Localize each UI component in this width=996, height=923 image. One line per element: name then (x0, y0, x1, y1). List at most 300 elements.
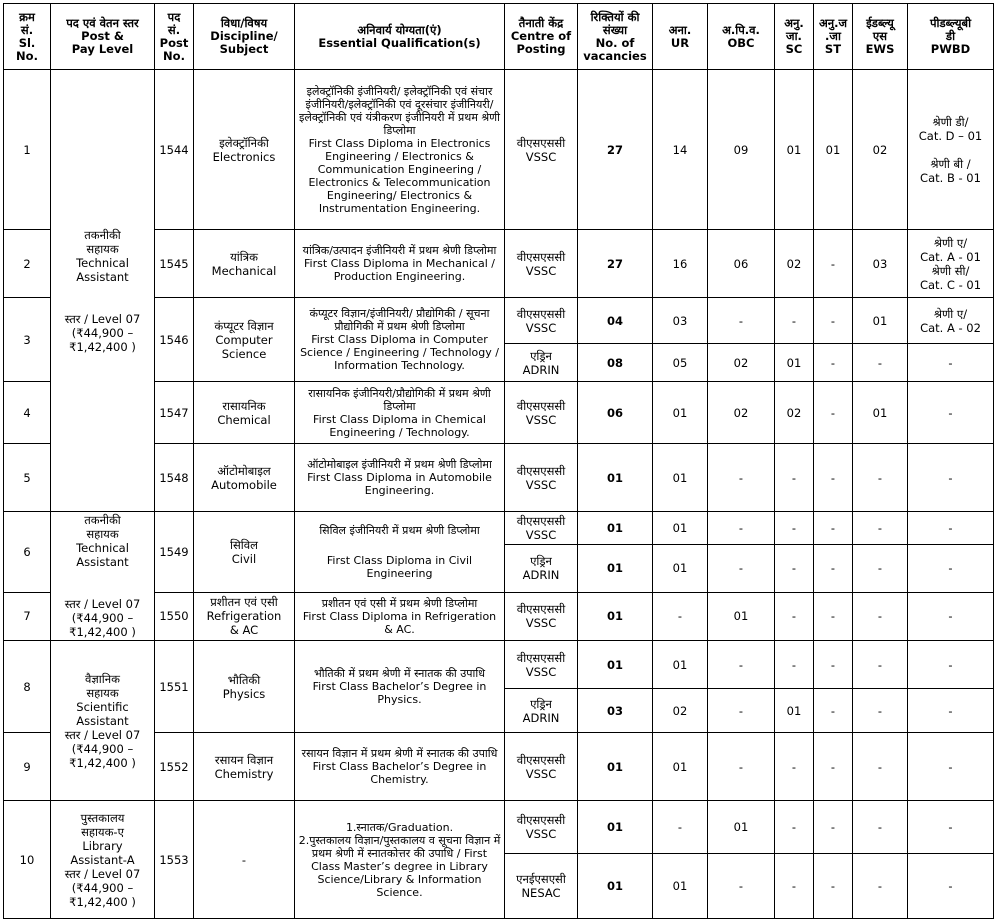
ur-cell: 01 (653, 545, 708, 592)
cell-line: वीएसएससी (516, 752, 566, 767)
cell-line: वीएसएससी (516, 602, 566, 617)
pwbd-cell (908, 733, 994, 801)
cell-line: Cat. B - 01 (920, 170, 981, 185)
ews-cell: - (853, 689, 908, 733)
pwbd-cell (908, 801, 994, 854)
cell-line: डी (945, 29, 956, 43)
cell-line: - (948, 703, 953, 718)
sc-cell: 01 (775, 689, 814, 733)
discipline-cell (194, 801, 295, 919)
cell-line: Automobile (211, 477, 277, 492)
ur-cell: 01 (653, 733, 708, 801)
ews-cell: 01 (853, 382, 908, 444)
cell-line: Cat. A - 02 (920, 320, 981, 335)
cell-line: स्तर / Level 07 (64, 597, 141, 611)
col-header-post-no (155, 4, 194, 70)
cell-line: प्रशीतन एवं एसी (210, 595, 278, 610)
vacancies-cell: 01 (578, 801, 653, 854)
qualification-cell (295, 733, 505, 801)
cell-line: vacancies (583, 48, 647, 63)
cell-line: - (241, 852, 247, 867)
post-no-cell: 1551 (155, 641, 194, 733)
cell-line: ST (824, 42, 842, 56)
vacancy-table (3, 3, 994, 919)
cell-line: वीएसएससी (516, 306, 566, 321)
cell-line: VSSC (525, 528, 557, 543)
centre-cell (505, 512, 578, 545)
cell-line: तकनीकी (84, 513, 121, 527)
col-header-qualification (295, 4, 505, 70)
vacancies-cell: 01 (578, 444, 653, 512)
qualification-hindi: सिविल इंजीनियरी में प्रथम श्रेणी डिप्लोमा (319, 523, 480, 537)
obc-cell: 01 (708, 592, 775, 640)
cell-line: ₹1,42,400 ) (69, 625, 136, 639)
cell-line: पद एवं वेतन स्तर (66, 16, 139, 30)
st-cell: - (814, 344, 853, 382)
cell-line: - (948, 405, 953, 420)
qualification-english: First Class Diploma in Mechanical / Production Engineering. (304, 257, 495, 283)
cell-line: (₹44,900 – (71, 325, 134, 340)
post-no-cell: 1545 (155, 230, 194, 298)
qualification-hindi: रासायनिक इंजीनियरी/प्रौद्योगिकी में प्रथम श्रेणी डिप्लोमा (308, 386, 491, 413)
st-cell: - (814, 230, 853, 298)
obc-cell: - (708, 545, 775, 592)
cell-line: Computer (215, 332, 273, 347)
st-cell: - (814, 444, 853, 512)
cell-line: OBC (727, 35, 755, 50)
qualification-hindi: भौतिकी में प्रथम श्रेणी में स्नातक की उपाधि (314, 667, 485, 680)
cell-line: वैज्ञानिक (85, 671, 120, 686)
ews-cell: 03 (853, 230, 908, 298)
sl-no-cell: 2 (4, 230, 51, 298)
sl-no-cell: 1 (4, 70, 51, 230)
cell-line: वीएसएससी (516, 813, 566, 827)
cell-line: वीएसएससी (516, 514, 566, 529)
cell-line: - (948, 521, 953, 536)
ur-cell: 01 (653, 444, 708, 512)
col-header-ews (853, 4, 908, 70)
post-pay-level-cell (51, 801, 155, 919)
obc-cell: - (708, 512, 775, 545)
cell-line: श्रेणी बी / (930, 156, 971, 171)
cell-line: EWS (865, 42, 895, 56)
centre-cell (505, 641, 578, 689)
centre-cell (505, 854, 578, 919)
post-no-cell: 1546 (155, 298, 194, 382)
qualification-cell (295, 801, 505, 919)
col-header-vacancies (578, 4, 653, 70)
sc-cell: - (775, 733, 814, 801)
col-header-sl (4, 4, 51, 70)
qualification-hindi: यांत्रिक/उत्पादन इंजीनियरी में प्रथम श्रेणी डिप्लोमा (302, 244, 497, 257)
cell-line (53, 284, 152, 298)
discipline-cell (194, 70, 295, 230)
ur-cell: 01 (653, 641, 708, 689)
qualification-cell (295, 70, 505, 230)
cell-line: ईडब्ल्यू (866, 16, 894, 30)
cell-line: Essential Qualification(s) (318, 35, 481, 50)
cell-line: श्रेणी डी/ (932, 114, 969, 129)
st-cell: - (814, 689, 853, 733)
cell-line: - (948, 759, 953, 774)
cell-line: ₹1,42,400 ) (69, 894, 136, 909)
cell-line: NESAC (521, 886, 561, 900)
col-header-st (814, 4, 853, 70)
cell-line: अना. (668, 22, 692, 37)
cell-line: Science (221, 346, 267, 361)
st-cell: - (814, 545, 853, 592)
vacancies-cell: 01 (578, 512, 653, 545)
cell-line: ADRIN (522, 568, 560, 583)
qualification-cell (295, 512, 505, 593)
qualification-cell (295, 230, 505, 298)
cell-line: .जा (825, 29, 841, 43)
obc-cell: 01 (708, 801, 775, 854)
centre-cell (505, 689, 578, 733)
cell-line: एड्रिन (530, 348, 552, 363)
post-no-cell: 1544 (155, 70, 194, 230)
post-no-cell: 1547 (155, 382, 194, 444)
pwbd-cell (908, 382, 994, 444)
cell-line: (₹44,900 – (71, 880, 134, 895)
cell-line: एनईएसएसी (516, 872, 566, 886)
cell-line: अनिवार्य योग्यता(एं) (357, 22, 442, 37)
cell-line: सिविल (230, 537, 258, 552)
cell-line (53, 298, 152, 312)
cell-line: VSSC (525, 477, 557, 492)
ews-cell: - (853, 641, 908, 689)
cell-line: कंप्यूटर विज्ञान (214, 318, 274, 333)
sc-cell: - (775, 444, 814, 512)
cell-line: Subject (219, 42, 269, 56)
discipline-cell (194, 733, 295, 801)
cell-line: Mechanical (211, 263, 277, 278)
pwbd-cell (908, 70, 994, 230)
centre-cell (505, 592, 578, 640)
centre-cell (505, 444, 578, 512)
discipline-cell (194, 592, 295, 640)
cell-line: Civil (231, 551, 257, 566)
cell-line: No. (16, 48, 38, 63)
cell-line: अ.पि.व. (722, 22, 760, 37)
cell-line: वीएसएससी (516, 398, 566, 413)
qualification-cell (295, 444, 505, 512)
vacancies-cell: 01 (578, 545, 653, 592)
cell-line: Discipline/ (210, 29, 278, 43)
pwbd-cell (908, 298, 994, 344)
cell-line: Scientific (76, 699, 129, 714)
cell-line: एड्रिन (530, 554, 552, 569)
ur-cell: 03 (653, 298, 708, 344)
obc-cell: 02 (708, 344, 775, 382)
obc-cell: - (708, 641, 775, 689)
cell-line: वीएसएससी (516, 650, 566, 665)
cell-line: तकनीकी (84, 227, 121, 242)
sc-cell: 02 (775, 230, 814, 298)
sc-cell: - (775, 854, 814, 919)
centre-cell (505, 733, 578, 801)
qualification-english: First Class Diploma in Automobile Engineering. (307, 471, 492, 497)
cell-line: वीएसएससी (516, 249, 566, 264)
ur-cell: 01 (653, 512, 708, 545)
cell-line: स्तर / Level 07 (64, 866, 141, 881)
sl-no-cell: 10 (4, 801, 51, 919)
sc-cell: 02 (775, 382, 814, 444)
cell-line: Technical (76, 255, 129, 270)
qualification-english: First Class Bachelor’s Degree in Physics. (312, 680, 487, 706)
discipline-cell (194, 298, 295, 382)
ews-cell: - (853, 545, 908, 592)
cell-line: Chemistry (214, 766, 274, 781)
ur-cell: 16 (653, 230, 708, 298)
sl-no-cell: 8 (4, 641, 51, 733)
qualification-english: First Class Diploma in Refrigeration & AC. (302, 609, 497, 636)
cell-line: Post (159, 35, 189, 50)
qualification-hindi: 1.स्नातक/Graduation. (345, 820, 454, 834)
st-cell: - (814, 592, 853, 640)
pwbd-cell (908, 641, 994, 689)
cell-line: पद (167, 9, 181, 24)
cell-line: श्रेणी सी/ (931, 263, 970, 278)
cell-line: पीडब्ल्यूबी (929, 16, 972, 30)
pwbd-cell (908, 444, 994, 512)
pwbd-cell (908, 545, 994, 592)
cell-line: - (948, 820, 953, 834)
vacancies-cell: 01 (578, 854, 653, 919)
post-pay-level-cell (51, 512, 155, 641)
cell-line: Post & (81, 29, 124, 43)
cell-line: Chemical (217, 412, 271, 427)
cell-line: VSSC (525, 320, 557, 335)
cell-line: (₹44,900 – (71, 741, 134, 756)
pwbd-cell (908, 689, 994, 733)
ews-cell: - (853, 854, 908, 919)
header-row (4, 4, 994, 70)
cell-line: Posting (516, 42, 566, 56)
cell-line: Physics (222, 686, 266, 701)
cell-line: ₹1,42,400 ) (69, 755, 136, 770)
cell-line: No. of (595, 35, 635, 50)
obc-cell: 02 (708, 382, 775, 444)
cell-line: SC (785, 42, 803, 56)
cell-line: - (948, 879, 953, 893)
centre-cell (505, 801, 578, 854)
sc-cell: - (775, 592, 814, 640)
obc-cell: - (708, 854, 775, 919)
pwbd-cell (908, 344, 994, 382)
col-header-obc (708, 4, 775, 70)
table-row (4, 512, 994, 545)
centre-cell (505, 344, 578, 382)
sc-cell: - (775, 641, 814, 689)
cell-line: Refrigeration (206, 609, 282, 624)
cell-line: VSSC (525, 766, 557, 781)
cell-line: संख्या (602, 22, 628, 37)
st-cell: - (814, 854, 853, 919)
cell-line: VSSC (525, 149, 557, 164)
cell-line: पुस्तकालय (80, 810, 125, 825)
sc-cell: - (775, 801, 814, 854)
st-cell: - (814, 801, 853, 854)
cell-line: Library (82, 838, 123, 853)
cell-line: VSSC (525, 664, 557, 679)
cell-line: ₹1,42,400 ) (69, 339, 136, 354)
col-header-post (51, 4, 155, 70)
qualification-hindi: कंप्यूटर विज्ञान/इंजीनियरी/ प्रौद्योगिकी / सूचना प्रौद्योगिकी में प्रथम श्रेणी डिप्लोमा (309, 307, 490, 333)
cell-line: भौतिकी (227, 672, 261, 687)
cell-line: & AC (229, 623, 259, 638)
cell-line: ADRIN (522, 710, 560, 725)
ur-cell: - (653, 592, 708, 640)
discipline-cell (194, 444, 295, 512)
cell-line: - (948, 657, 953, 672)
cell-line: रासायनिक (222, 398, 266, 413)
centre-cell (505, 545, 578, 592)
discipline-cell (194, 382, 295, 444)
cell-line: VSSC (525, 263, 557, 278)
qualification-english: First Class Diploma in Chemical Engineering / Technology. (313, 412, 486, 439)
col-header-pwbd (908, 4, 994, 70)
obc-cell: 06 (708, 230, 775, 298)
cell-line: PWBD (930, 42, 971, 56)
vacancies-cell: 08 (578, 344, 653, 382)
sc-cell: 01 (775, 70, 814, 230)
ews-cell: - (853, 592, 908, 640)
cell-line: Technical (76, 541, 129, 555)
cell-line: अनु. (784, 16, 804, 30)
centre-cell (505, 382, 578, 444)
cell-line: वीएसएससी (516, 463, 566, 478)
cell-line: सं. (167, 22, 181, 37)
cell-line: (₹44,900 – (71, 611, 134, 625)
vacancies-cell: 27 (578, 70, 653, 230)
qualification-cell (295, 298, 505, 382)
sl-no-cell: 7 (4, 592, 51, 640)
vacancies-cell: 03 (578, 689, 653, 733)
st-cell: - (814, 733, 853, 801)
ews-cell: - (853, 344, 908, 382)
post-no-cell: 1553 (155, 801, 194, 919)
ur-cell: - (653, 801, 708, 854)
cell-line: - (948, 561, 953, 576)
cell-line: श्रेणी ए/ (933, 235, 968, 250)
sc-cell: - (775, 545, 814, 592)
cell-line: Assistant (76, 269, 129, 284)
discipline-cell (194, 230, 295, 298)
table-row (4, 70, 994, 230)
cell-line: तैनाती केंद्र (518, 16, 564, 30)
centre-cell (505, 230, 578, 298)
cell-line: - (948, 609, 953, 624)
cell-line: Electronics (212, 149, 276, 164)
cell-line: सं. (20, 22, 34, 37)
ur-cell: 05 (653, 344, 708, 382)
cell-line: VSSC (525, 412, 557, 427)
discipline-cell (194, 641, 295, 733)
qualification-english: First Class Bachelor’s Degree in Chemistry. (312, 760, 487, 786)
cell-line: रिक्तियों की (590, 9, 640, 24)
table-row (4, 641, 994, 689)
cell-line: ADRIN (522, 362, 560, 377)
cell-line: Centre of (510, 29, 572, 43)
post-no-cell: 1549 (155, 512, 194, 593)
vacancies-cell: 06 (578, 382, 653, 444)
qualification-hindi: इलेक्ट्रॉनिकी इंजीनियरी/ इलेक्ट्रॉनिकी एवं संचार इंजीनियरी/इलेक्ट्रॉनिकी एवं दूरसंचार इंजीनियरी/इलेक्ट्रॉनिकी एवं यंत्रीकरण इंजीनियरी में प्रथम श्रेणी डिप्लोमा (298, 84, 500, 137)
pwbd-cell (908, 592, 994, 640)
vacancies-cell: 01 (578, 641, 653, 689)
sl-no-cell: 5 (4, 444, 51, 512)
cell-line: सहायक (86, 685, 119, 700)
sl-no-cell: 4 (4, 382, 51, 444)
ews-cell: - (853, 512, 908, 545)
cell-line: Assistant (76, 555, 129, 569)
cell-line: सहायक-ए (81, 824, 124, 839)
sl-no-cell: 6 (4, 512, 51, 593)
qualification-english: First Class Diploma in Civil Engineering (326, 553, 473, 580)
vacancies-cell: 04 (578, 298, 653, 344)
cell-line: वीएसएससी (516, 135, 566, 150)
vacancies-cell: 27 (578, 230, 653, 298)
cell-line: यांत्रिक (230, 249, 258, 264)
post-pay-level-cell (51, 70, 155, 512)
table-row (4, 801, 994, 854)
table-body (4, 70, 994, 919)
qualification-cell (295, 641, 505, 733)
qualification-english: First Class Diploma in Computer Science / Engineering / Technology / Information Technology. (300, 333, 499, 372)
cell-line: Sl. (18, 35, 36, 50)
col-header-sc (775, 4, 814, 70)
ews-cell: - (853, 444, 908, 512)
vacancies-cell: 01 (578, 733, 653, 801)
post-no-cell: 1550 (155, 592, 194, 640)
obc-cell: - (708, 444, 775, 512)
cell-line: एड्रिन (530, 696, 552, 711)
discipline-cell (194, 512, 295, 593)
qualification-cell (295, 592, 505, 640)
cell-line: स्तर / Level 07 (64, 311, 141, 326)
cell-line: Cat. A - 01 (920, 249, 981, 264)
sc-cell: 01 (775, 344, 814, 382)
vacancies-cell: 01 (578, 592, 653, 640)
cell-line: Assistant-A (70, 852, 135, 867)
cell-line: No. (163, 48, 185, 63)
cell-line: Cat. C - 01 (919, 277, 982, 292)
qualification-hindi: प्रशीतन एवं एसी में प्रथम श्रेणी डिप्लोमा (321, 596, 478, 610)
cell-line: विधा/विषय (220, 16, 268, 30)
col-header-ur (653, 4, 708, 70)
ur-cell: 01 (653, 382, 708, 444)
cell-line (910, 143, 991, 157)
cell-line: श्रेणी ए/ (933, 306, 968, 321)
cell-line: क्रम (19, 9, 35, 24)
pwbd-cell (908, 230, 994, 298)
cell-line (53, 569, 152, 583)
sl-no-cell: 3 (4, 298, 51, 382)
sc-cell: - (775, 512, 814, 545)
cell-line: रसायन विज्ञान (214, 752, 274, 767)
qualification-english: 2.पुस्तकालय विज्ञान/पुस्तकालय व सूचना विज्ञान में प्रथम श्रेणी में स्नातकोत्तर की उपाधि / First Class Master’s degree in Library Science/Library & Information Science. (298, 833, 501, 899)
st-cell: - (814, 382, 853, 444)
cell-line: Assistant (76, 713, 129, 728)
cell-line: जा. (786, 29, 802, 43)
sl-no-cell: 9 (4, 733, 51, 801)
col-header-centre (505, 4, 578, 70)
cell-line: स्तर / Level 07 (64, 727, 141, 742)
ews-cell: - (853, 801, 908, 854)
ews-cell: - (853, 733, 908, 801)
cell-line: - (948, 470, 953, 485)
qualification-hindi: ऑटोमोबाइल इंजीनियरी में प्रथम श्रेणी डिप्लोमा (307, 458, 492, 471)
